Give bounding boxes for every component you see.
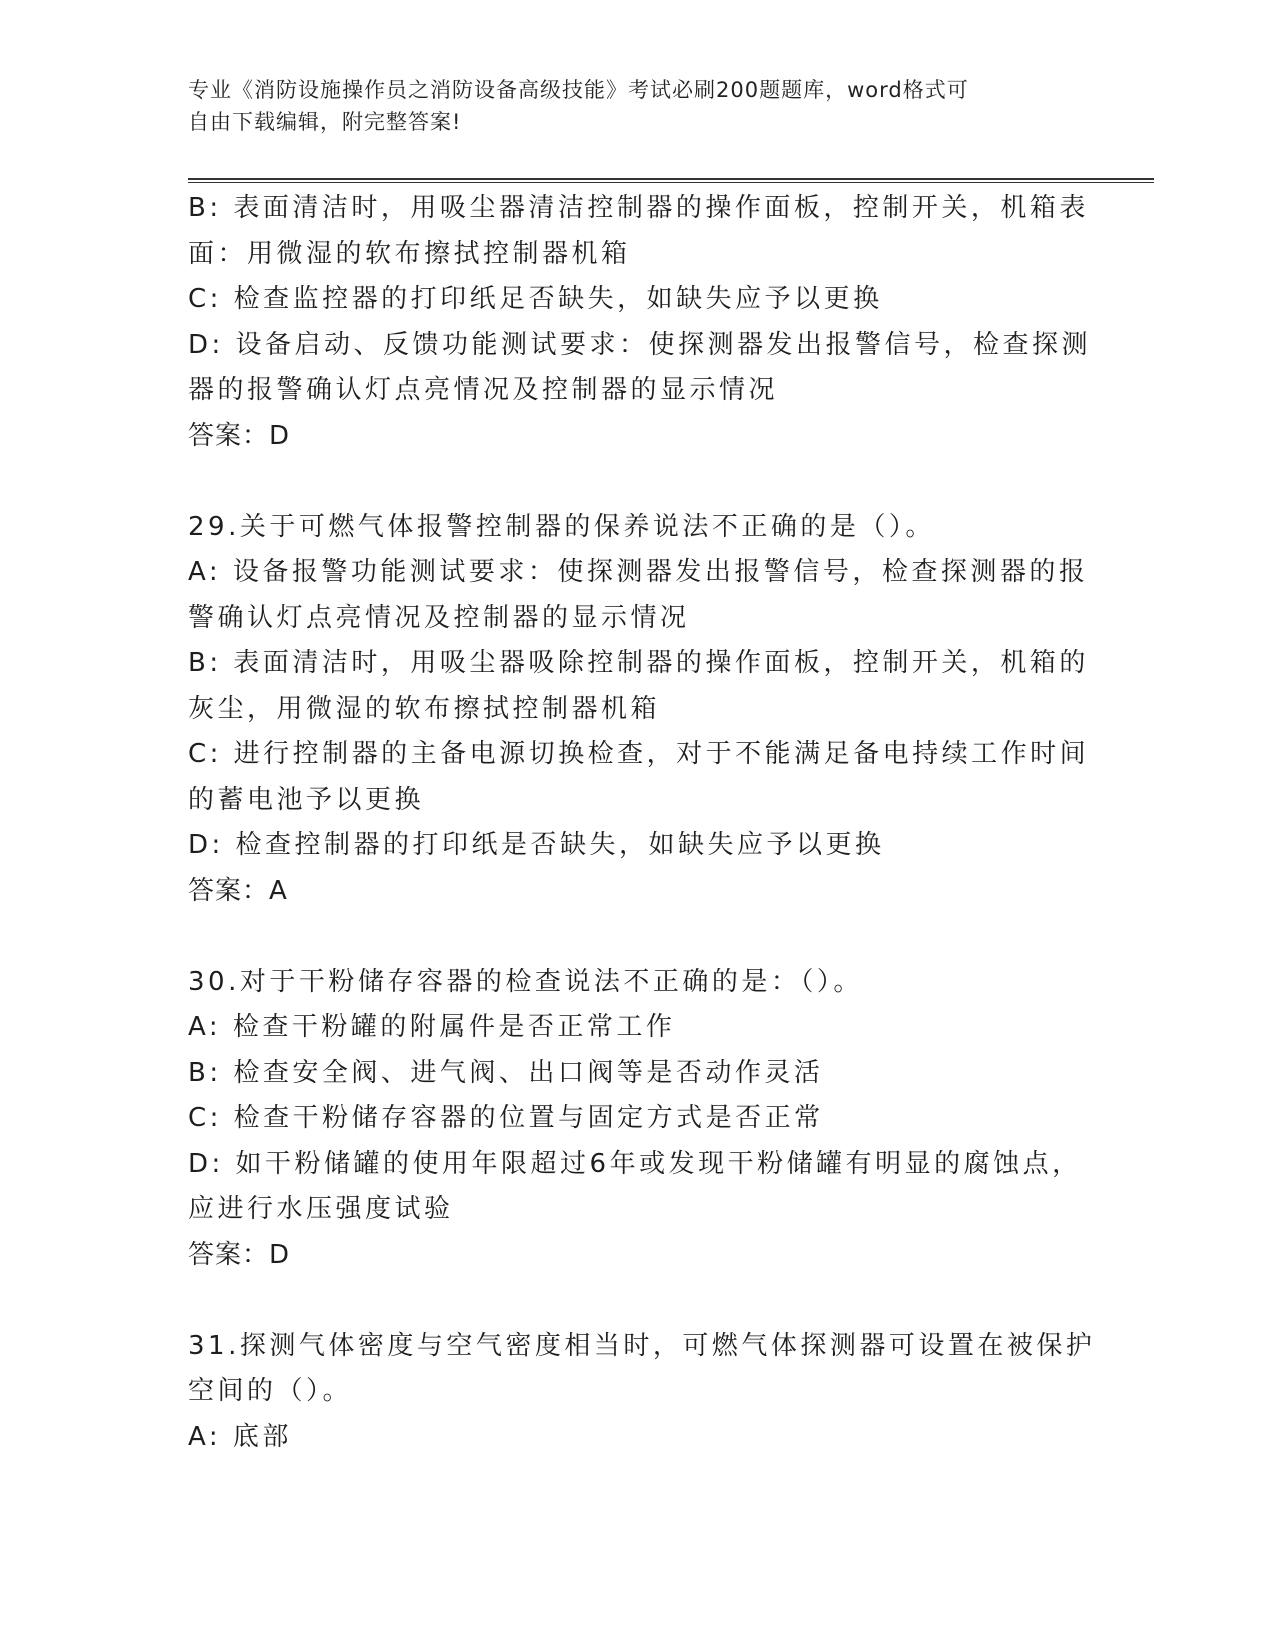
header-line-2: 自由下载编辑，附完整答案! [188, 110, 462, 134]
document-body [188, 186, 1096, 1460]
option-c-line-1: C: 检查监控器的打印纸足否缺失，如缺失应予以更换 [188, 284, 883, 314]
option-b-line-2: 面：用微湿的软布擦拭控制器机箱 [188, 238, 631, 269]
question-31-stem-line-2: 空间的（）。 [188, 1376, 353, 1406]
question-30-stem: 30.对于干粉储存容器的检查说法不正确的是：（）。 [188, 966, 863, 997]
answer-line: 答案：A [188, 875, 288, 906]
option-d-line-1: D: 检查控制器的打印纸是否缺失，如缺失应予以更换 [188, 830, 885, 860]
option-a-line-1: A: 设备报警功能测试要求：使探测器发出报警信号，检查探测器的报 [188, 557, 1089, 587]
question-31-stem-line-1: 31.探测气体密度与空气密度相当时，可燃气体探测器可设置在被保护 [188, 1330, 1096, 1361]
page-header [188, 74, 1068, 138]
option-d-line-1: D: 设备启动、反馈功能测试要求：使探测器发出报警信号，检查探测 [188, 329, 1092, 360]
header-divider [188, 178, 1154, 183]
option-c-line-1: C: 检查干粉储存容器的位置与固定方式是否正常 [188, 1103, 824, 1133]
option-a-line-1: A: 底部 [188, 1421, 292, 1452]
question-block-30 [188, 960, 1088, 1279]
option-c-line-1: C: 进行控制器的主备电源切换检查，对于不能满足备电持续工作时间 [188, 739, 1090, 769]
option-b-line-1: B: 检查安全阀、进气阀、出口阀等是否动作灵活 [188, 1057, 824, 1088]
block-spacer [188, 459, 1088, 505]
question-block-31 [188, 1324, 1096, 1461]
header-line-1: 专业《消防设施操作员之消防设备高级技能》考试必刷200题题库，word格式可 [188, 78, 969, 102]
option-b-line-1: B: 表面清洁时，用吸尘器清洁控制器的操作面板，控制开关，机箱表 [188, 193, 1089, 223]
question-29-stem: 29.关于可燃气体报警控制器的保养说法不正确的是（）。 [188, 511, 935, 542]
option-d-line-2: 应进行水压强度试验 [188, 1194, 454, 1224]
option-d-line-2: 器的报警确认灯点亮情况及控制器的显示情况 [188, 375, 779, 405]
question-block-prev [188, 186, 1092, 459]
block-spacer [188, 1278, 1088, 1324]
option-a-line-2: 警确认灯点亮情况及控制器的显示情况 [188, 602, 690, 633]
option-c-line-2: 的蓄电池予以更换 [188, 784, 425, 815]
option-b-line-2: 灰尘，用微湿的软布擦拭控制器机箱 [188, 693, 661, 724]
block-spacer [188, 914, 1088, 960]
option-b-line-1: B: 表面清洁时，用吸尘器吸除控制器的操作面板，控制开关，机箱的 [188, 648, 1089, 678]
option-d-line-1: D: 如干粉储罐的使用年限超过6年或发现干粉储罐有明显的腐蚀点， [188, 1148, 1082, 1179]
question-block-29 [188, 505, 1088, 915]
option-a-line-1: A: 检查干粉罐的附属件是否正常工作 [188, 1012, 676, 1042]
answer-line: 答案：D [188, 420, 291, 451]
answer-line: 答案：D [188, 1239, 291, 1270]
